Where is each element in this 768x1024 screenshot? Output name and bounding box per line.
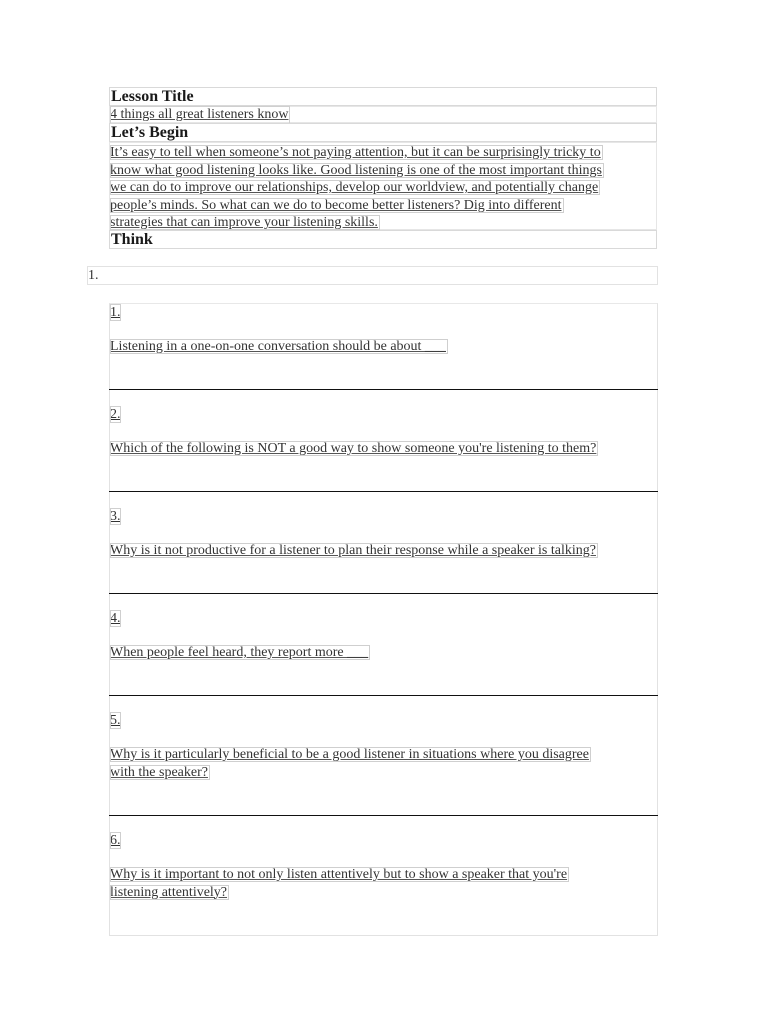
- question-number: 2.: [110, 407, 121, 422]
- question-item[interactable]: [110, 390, 657, 492]
- question-item[interactable]: [110, 304, 657, 390]
- questions-list: [109, 303, 658, 936]
- lets-begin-heading: Let’s Begin: [109, 123, 657, 142]
- question-text: Why is it important to not only listen attentively but to show a speaker that you're: [110, 867, 568, 882]
- question-item[interactable]: [110, 816, 657, 937]
- question-number: 6.: [110, 833, 121, 848]
- question-text: with the speaker?: [110, 764, 208, 780]
- question-text: When people feel heard, they report more ___: [110, 645, 369, 660]
- list-marker: 1.: [87, 266, 658, 285]
- question-item[interactable]: [110, 696, 657, 816]
- question-text: Listening in a one-on-one conversation should be about ___: [110, 339, 446, 354]
- lesson-title-field[interactable]: [109, 106, 657, 123]
- lets-begin-line: know what good listening looks like. Good listening is one of the most important things: [110, 162, 602, 178]
- question-text: Why is it particularly beneficial to be a good listener in situations where you disagree: [110, 747, 589, 762]
- question-text: Why is it not productive for a listener to plan their response while a speaker is talking?: [110, 543, 596, 558]
- lets-begin-text[interactable]: [109, 142, 657, 230]
- lets-begin-line: It’s easy to tell when someone’s not paying attention, but it can be surprisingly tricky to: [110, 145, 601, 160]
- question-number: 5.: [110, 713, 121, 728]
- lets-begin-line: we can do to improve our relationships, develop our worldview, and potentially change: [110, 180, 599, 195]
- lesson-title-value: 4 things all great listeners know: [110, 107, 289, 122]
- think-heading: Think: [109, 230, 657, 249]
- lets-begin-line: people’s minds. So what can we do to become better listeners? Dig into different: [110, 197, 562, 213]
- question-text: listening attentively?: [110, 884, 228, 900]
- question-number: 3.: [110, 509, 121, 524]
- lets-begin-line: strategies that can improve your listening skills.: [110, 215, 378, 230]
- lesson-title-heading: Lesson Title: [109, 87, 657, 106]
- question-number: 4.: [110, 611, 121, 626]
- question-item[interactable]: [110, 594, 657, 696]
- question-number: 1.: [110, 305, 121, 320]
- question-text: Which of the following is NOT a good way to show someone you're listening to them?: [110, 441, 597, 456]
- question-item[interactable]: [110, 492, 657, 594]
